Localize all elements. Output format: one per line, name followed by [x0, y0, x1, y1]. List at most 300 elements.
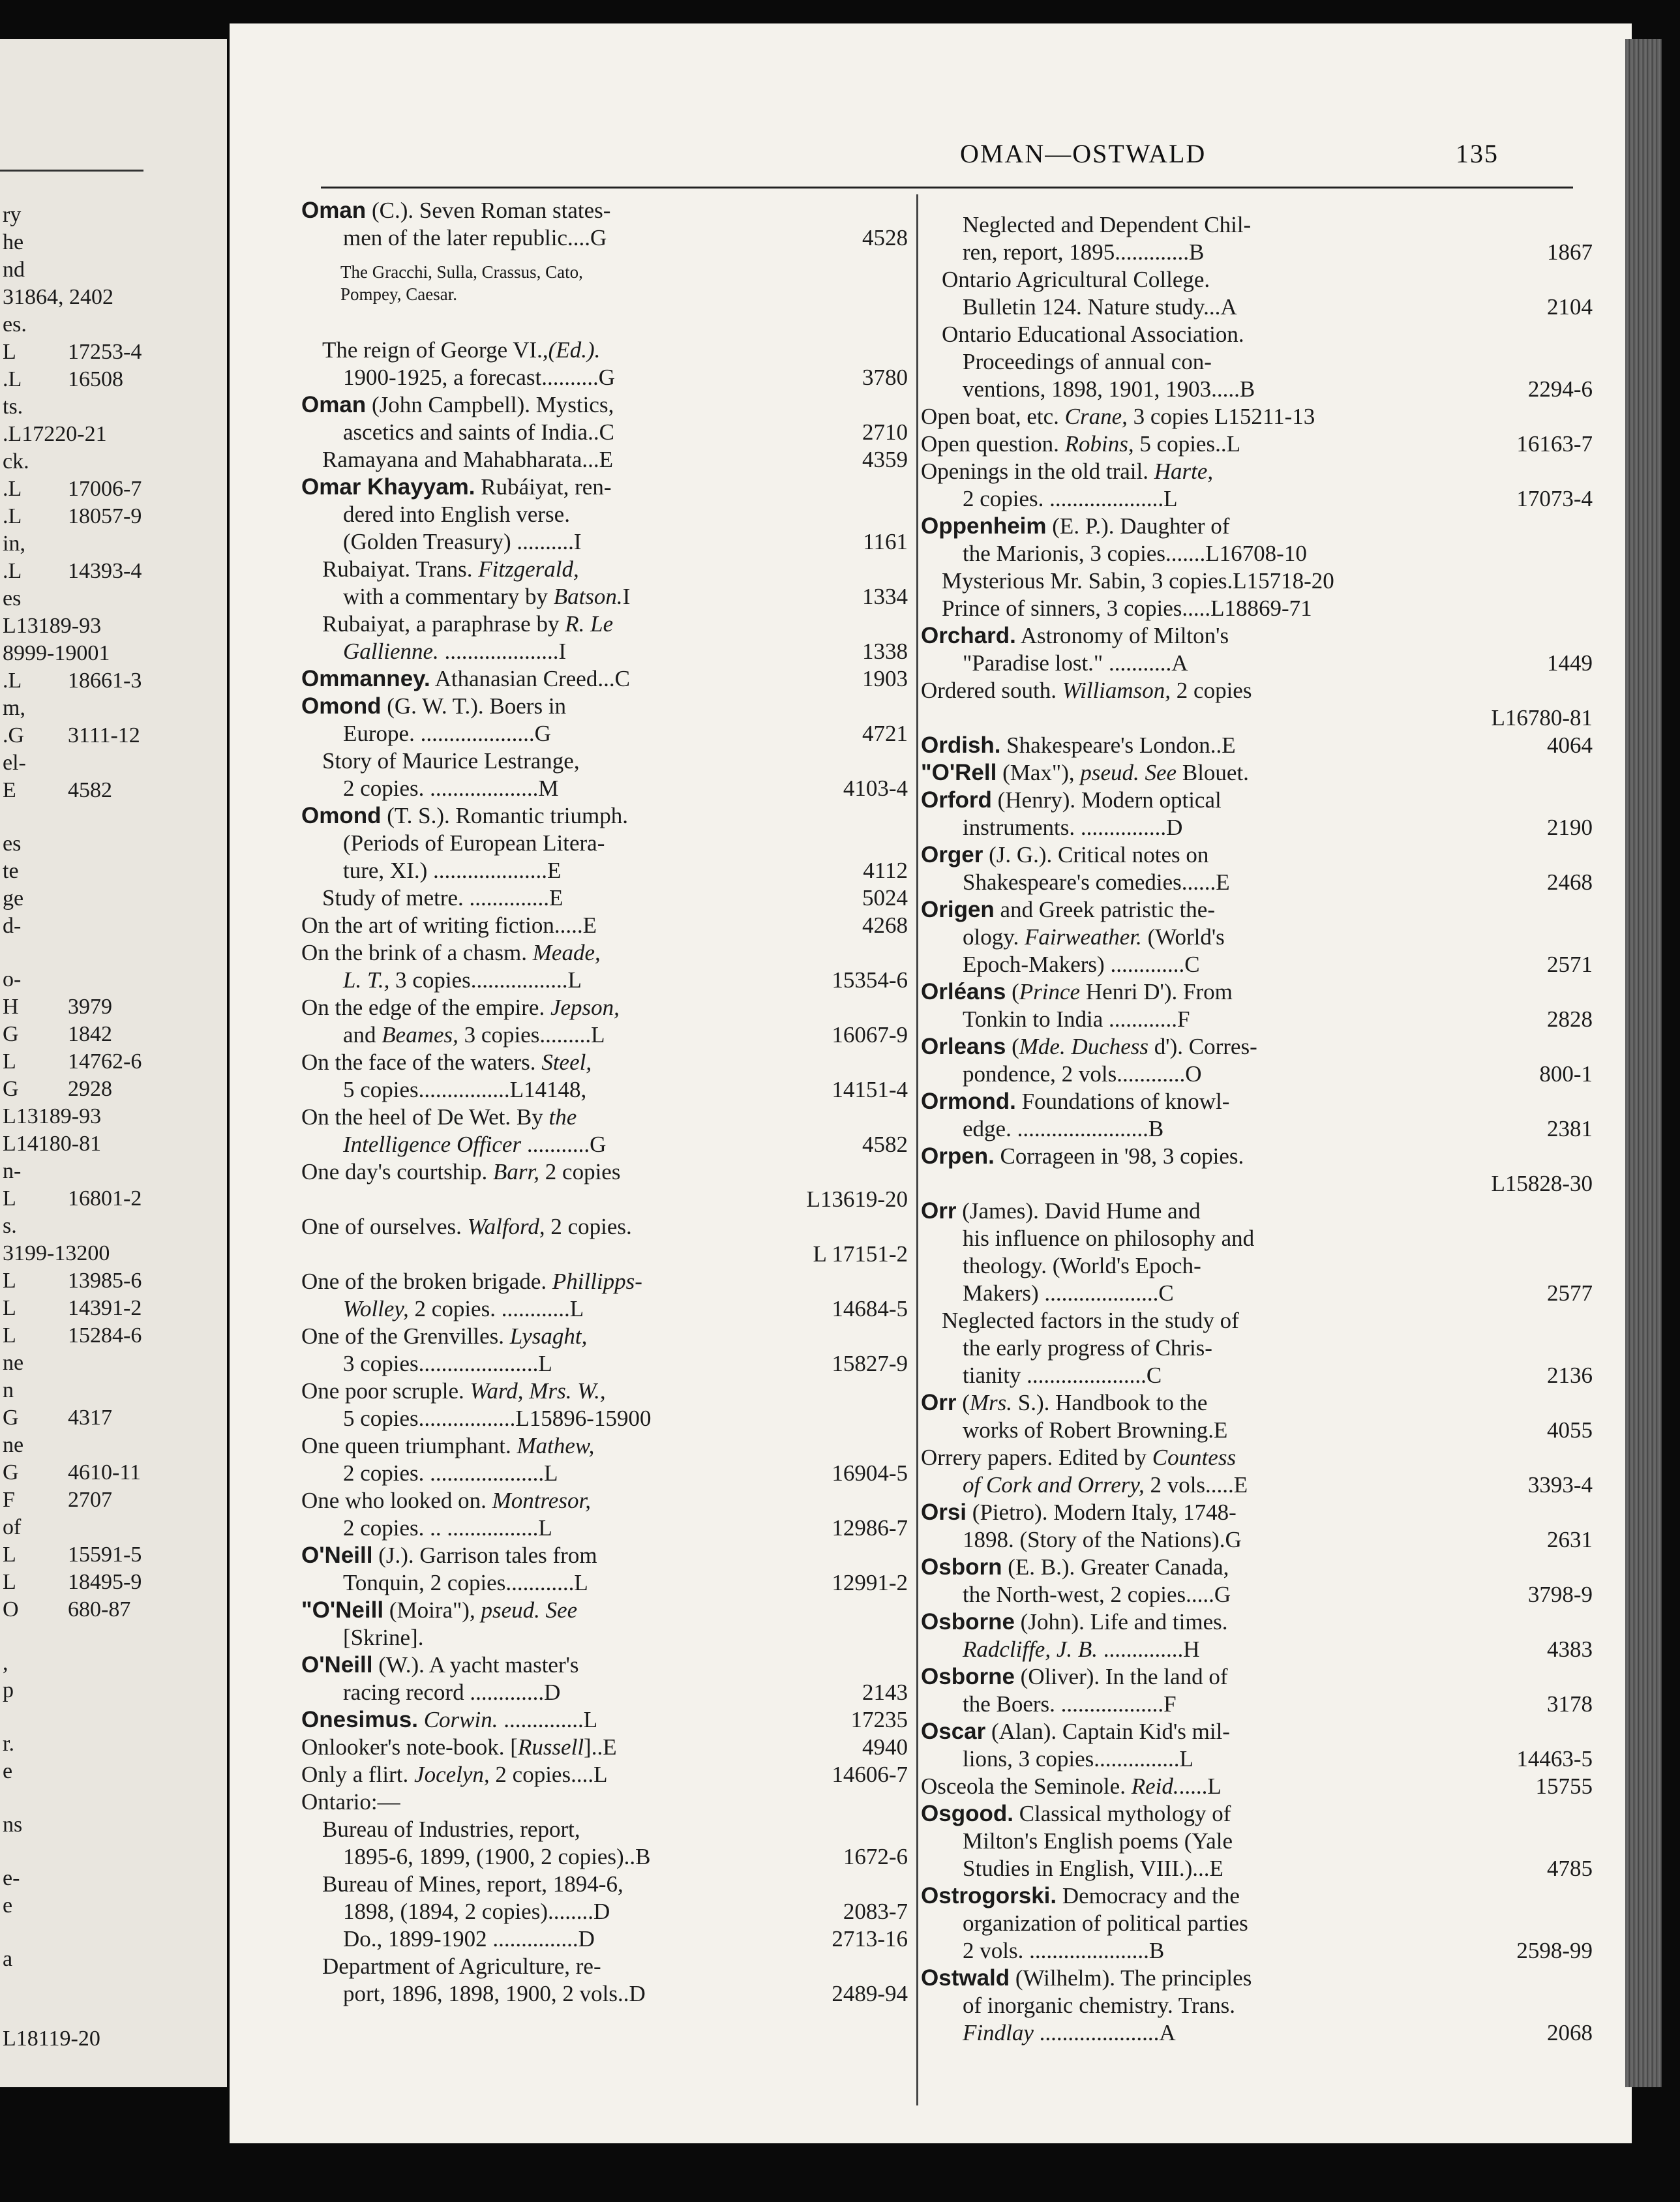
previous-page-text-fragment: [3, 1515, 219, 1541]
fragment-text: G: [3, 1460, 19, 1485]
fragment-text: L: [3, 1049, 16, 1074]
entry-heading: Orsi: [921, 1500, 967, 1525]
entry-text: [963, 540, 1307, 567]
entry-text: [921, 1088, 1229, 1115]
call-number: 3178: [1547, 1691, 1593, 1717]
catalog-entry: [921, 1718, 1593, 1773]
entry-heading: Oscar: [921, 1719, 986, 1744]
entry-line: [921, 1855, 1593, 1882]
fragment-text: ne: [3, 1433, 24, 1457]
entry-body: (T. S.). Romantic triumph.: [381, 803, 628, 828]
entry-line: [301, 967, 908, 994]
entry-text: [343, 1460, 558, 1487]
entry-text: [921, 1663, 1227, 1691]
entry-body: Prince of sinners, 3 copies.....L18869-71: [942, 596, 1312, 621]
catalog-entry: [301, 1158, 908, 1213]
entry-body: (John Campbell). Mystics,: [366, 392, 614, 417]
fragment-text: G: [3, 1406, 19, 1430]
catalog-entry: [921, 513, 1593, 567]
call-number: 4268: [862, 912, 908, 938]
entry-body: Studies in English, VIII.)...E: [963, 1856, 1223, 1881]
entry-text: [921, 841, 1208, 869]
entry-body: 3 copies.........L: [458, 1022, 605, 1048]
fragment-text: of: [3, 1515, 22, 1539]
entry-text: [921, 759, 1249, 787]
entry-body: On the brink of a chasm.: [301, 940, 533, 965]
entry-body: (G. W. T.). Boers in: [381, 693, 567, 719]
call-number: 16163-7: [1516, 431, 1593, 457]
entry-body: with a commentary by: [343, 584, 554, 609]
entry-line: [301, 391, 908, 419]
call-number: 17073-4: [1516, 486, 1593, 511]
entry-line: [301, 419, 908, 446]
previous-page-text-fragment: [3, 613, 219, 639]
entry-text: [301, 1788, 400, 1816]
call-number: 2143: [862, 1680, 908, 1705]
entry-text: [963, 869, 1230, 896]
entry-line: [301, 1761, 908, 1788]
entry-italic: Fitzgerald,: [478, 556, 579, 582]
entry-body: Osceola the Seminole.: [921, 1773, 1132, 1799]
entry-text: [301, 1104, 577, 1131]
catalog-entry: [921, 978, 1593, 1033]
previous-page-text-fragment: [3, 886, 219, 912]
entry-heading: Osborne: [921, 1609, 1015, 1635]
entry-italic: pseud. See: [481, 1597, 578, 1623]
fragment-number: 15591-5: [68, 1543, 142, 1567]
fragment-text: L: [3, 1323, 16, 1348]
fragment-text: ns: [3, 1813, 23, 1837]
entry-body: Bureau of Industries, report,: [322, 1817, 580, 1842]
entry-text: [343, 364, 615, 391]
entry-line: [921, 1992, 1593, 2019]
fragment-number: 18661-3: [68, 669, 142, 693]
entry-heading: Orpen.: [921, 1143, 995, 1169]
previous-page-text-fragment: [3, 1295, 219, 1321]
entry-spacer: [301, 310, 908, 337]
entry-body: pondence, 2 vols............O: [963, 1061, 1202, 1087]
entry-body: (J.). Garrison tales from: [372, 1543, 597, 1568]
previous-page-text-fragment: [3, 1350, 219, 1376]
entry-line: [301, 1542, 908, 1569]
catalog-entry: [921, 896, 1593, 978]
entry-body: ascetics and saints of India..C: [343, 419, 615, 445]
entry-line: [301, 197, 908, 224]
entry-heading: Onesimus.: [301, 1707, 418, 1732]
entry-text: [963, 1280, 1174, 1307]
catalog-entry: [921, 1033, 1593, 1088]
fragment-text: 3199-13200: [3, 1241, 110, 1265]
previous-page-text-fragment: [3, 1104, 219, 1130]
entry-body: (: [1006, 979, 1019, 1004]
entry-line: [301, 364, 908, 391]
entry-body: One of the Grenvilles.: [301, 1323, 510, 1349]
entry-text: [301, 693, 566, 720]
entry-text: [963, 650, 1188, 677]
entry-line: [301, 1679, 908, 1706]
entry-line: [921, 1252, 1593, 1280]
entry-text: [942, 595, 1312, 622]
entry-line: [301, 747, 908, 775]
entry-text: [301, 1213, 632, 1241]
entry-line: [301, 474, 908, 501]
entry-body: One poor scruple.: [301, 1378, 470, 1404]
entry-text: [301, 1734, 617, 1761]
entry-line: [921, 430, 1593, 458]
previous-page-text-fragment: [3, 1268, 219, 1294]
entry-body: Rubáiyat, ren-: [475, 474, 612, 500]
entry-body: Corrageen in '98, 3 copies.: [994, 1143, 1244, 1169]
fragment-text: n-: [3, 1159, 22, 1183]
entry-italic: Williamson,: [1062, 678, 1171, 703]
call-number: 4785: [1547, 1856, 1593, 1881]
entry-line: [921, 403, 1593, 430]
entry-body: d'). Corres-: [1148, 1034, 1257, 1059]
entry-heading: Osborne: [921, 1664, 1015, 1689]
entry-body: Onlooker's note-book. [: [301, 1734, 518, 1760]
entry-heading: Orr: [921, 1390, 957, 1415]
entry-body: theology. (World's Epoch-: [963, 1253, 1201, 1278]
entry-heading: Orger: [921, 842, 983, 867]
entry-text: [301, 1542, 597, 1569]
call-number: 2631: [1547, 1527, 1593, 1552]
entry-heading: Ormond.: [921, 1089, 1016, 1114]
column-divider: [916, 194, 918, 2105]
entry-line: [921, 1061, 1593, 1088]
entry-line: [301, 1487, 908, 1515]
header-rule: [321, 187, 1573, 189]
entry-body: (Henry). Modern optical: [991, 787, 1222, 813]
entry-body: Only a flirt.: [301, 1762, 415, 1787]
entry-line: [921, 978, 1593, 1006]
fragment-text: ts.: [3, 395, 23, 419]
entry-line: [301, 720, 908, 747]
entry-body: ren, report, 1895.............B: [963, 239, 1205, 265]
entry-body: 2 copies. ............L: [408, 1296, 584, 1321]
right-column: [921, 211, 1593, 2047]
entry-body: the early progress of Chris-: [963, 1335, 1212, 1361]
call-number: 2294-6: [1527, 376, 1593, 402]
entry-body: "Paradise lost." ...........A: [963, 650, 1188, 676]
entry-italic: Montresor,: [492, 1488, 591, 1513]
entry-heading: Ostwald: [921, 1965, 1010, 1991]
entry-text: [921, 732, 1236, 759]
fragment-text: G: [3, 1022, 19, 1046]
entry-text: [343, 1131, 606, 1158]
entry-italic: Countess: [1152, 1445, 1237, 1470]
entry-italic: L. T.,: [343, 967, 390, 993]
call-number: 4112: [863, 858, 908, 883]
entry-body: (Moira"),: [383, 1597, 481, 1623]
entry-text: [301, 1597, 577, 1624]
entry-body: the Boers. ..................F: [963, 1691, 1177, 1717]
previous-page-text-fragment: [3, 831, 219, 857]
entry-text: [963, 1225, 1254, 1252]
fragment-text: .L17220-21: [3, 422, 107, 446]
catalog-entry: [921, 1773, 1593, 1800]
entry-body: (Periods of European Litera-: [343, 830, 605, 856]
entry-line: [301, 1816, 908, 1843]
entry-text: [963, 1636, 1200, 1663]
entry-line: [921, 1088, 1593, 1115]
entry-body: Ontario Educational Association.: [942, 322, 1244, 347]
entry-text: [322, 884, 563, 912]
call-number: 800-1: [1539, 1061, 1593, 1087]
entry-line: [301, 1021, 908, 1049]
call-number: 2489-94: [832, 1981, 908, 2006]
previous-page-text-fragment: [3, 1323, 219, 1349]
fragment-text: ck.: [3, 449, 29, 474]
entry-text: [301, 1049, 592, 1076]
catalog-entry: [301, 1871, 908, 1925]
fragment-text: L: [3, 1570, 16, 1594]
entry-body: organization of political parties: [963, 1910, 1248, 1936]
fragment-text: F: [3, 1488, 15, 1512]
call-number: 2136: [1547, 1363, 1593, 1388]
entry-text: [921, 403, 1315, 430]
entry-italic: Prince: [1019, 979, 1081, 1004]
entry-text: [921, 1882, 1240, 1910]
entry-heading: O'Neill: [301, 1543, 373, 1568]
catalog-entry: [921, 321, 1593, 403]
entry-body: Foundations of knowl-: [1015, 1089, 1230, 1114]
entry-text: [343, 775, 559, 802]
entry-text: [343, 830, 605, 857]
entry-line: [921, 1663, 1593, 1691]
fragment-text: L: [3, 340, 16, 364]
previous-page-text-fragment: [3, 257, 219, 283]
fragment-number: 4317: [68, 1406, 112, 1430]
entry-body: (John). Life and times.: [1014, 1609, 1228, 1635]
entry-heading: Orchard.: [921, 623, 1016, 648]
entry-text: [942, 567, 1334, 595]
entry-body: 5 copies..L: [1133, 431, 1240, 457]
fragment-text: L: [3, 1186, 16, 1211]
catalog-entry: [921, 1800, 1593, 1882]
entry-text: [963, 294, 1237, 321]
entry-text: [343, 501, 570, 528]
entry-line: [301, 638, 908, 665]
entry-line: [921, 595, 1593, 622]
entry-line: [301, 1624, 908, 1652]
entry-line: [921, 1033, 1593, 1061]
entry-body: (Wilhelm). The principles: [1010, 1965, 1252, 1991]
entry-body: 1898, (1894, 2 copies)........D: [343, 1899, 610, 1924]
previous-page-text-fragment: [3, 668, 219, 694]
entry-text: [963, 1992, 1235, 2019]
catalog-entry: [921, 1088, 1593, 1143]
entry-text: [343, 419, 614, 446]
call-number: 14463-5: [1516, 1746, 1593, 1772]
left-column: [301, 197, 908, 2008]
fragment-number: 14391-2: [68, 1296, 142, 1320]
entry-line: [921, 321, 1593, 348]
entry-text: [921, 1554, 1229, 1581]
previous-page-text-fragment: [3, 1076, 219, 1102]
entry-line: [921, 1526, 1593, 1554]
entry-body: Story of Maurice Lestrange,: [322, 748, 580, 774]
call-number: 2828: [1547, 1006, 1593, 1032]
entry-text: [322, 337, 600, 364]
entry-heading: Orléans: [921, 979, 1006, 1004]
entry-text: [343, 1515, 552, 1542]
entry-line: [921, 787, 1593, 814]
entry-line: [301, 1953, 908, 1980]
entry-body: works of Robert Browning.E: [963, 1417, 1228, 1443]
call-number: L15828-30: [1491, 1171, 1593, 1196]
entry-line: [301, 446, 908, 474]
previous-page-text-fragment: [3, 994, 219, 1020]
entry-body: Classical mythology of: [1013, 1801, 1231, 1826]
entry-body: (Pietro). Modern Italy, 1748-: [967, 1500, 1237, 1525]
entry-body: Milton's English poems (Yale: [963, 1828, 1233, 1854]
page-number: 135: [1456, 139, 1499, 168]
entry-body: ventions, 1898, 1901, 1903.....B: [963, 376, 1255, 402]
entry-body: Epoch-Makers) .............C: [963, 952, 1200, 977]
fragment-text: ne: [3, 1351, 24, 1375]
fragment-text: L13189-93: [3, 614, 102, 638]
previous-page-text-fragment: [3, 723, 219, 749]
entry-body: of inorganic chemistry. Trans.: [963, 1993, 1236, 2018]
entry-heading: Orr: [921, 1198, 957, 1224]
entry-italic: Mathew,: [517, 1433, 595, 1458]
entry-line: [921, 1608, 1593, 1636]
entry-line: [921, 951, 1593, 978]
entry-heading: Oman: [301, 392, 367, 417]
entry-line: [301, 1268, 908, 1295]
fragment-text: d-: [3, 914, 22, 938]
previous-page-text-fragment: [3, 367, 219, 393]
call-number: 2104: [1547, 294, 1593, 320]
entry-body: (C.). Seven Roman states-: [366, 198, 611, 223]
entry-body: Europe. ....................G: [343, 721, 551, 746]
catalog-entry: [921, 430, 1593, 458]
previous-page-text-fragment: [3, 967, 219, 993]
fragment-number: 18057-9: [68, 504, 142, 528]
entry-body: Ordered south.: [921, 678, 1062, 703]
entry-body: 2 copies: [539, 1159, 621, 1184]
entry-text: [963, 951, 1200, 978]
entry-text: [963, 1362, 1162, 1389]
call-number: 4721: [862, 721, 908, 746]
entry-text: [921, 787, 1222, 814]
entry-body: (James). David Hume and: [956, 1198, 1201, 1224]
call-number: 4055: [1547, 1417, 1593, 1443]
entry-line: [301, 1405, 908, 1432]
entry-line: [301, 1515, 908, 1542]
entry-body: Open boat, etc.: [921, 404, 1065, 429]
entry-body: Athanasian Creed...C: [430, 666, 630, 691]
fragment-text: 31864, 2402: [3, 285, 113, 309]
catalog-entry: [921, 403, 1593, 430]
fragment-text: H: [3, 995, 19, 1019]
catalog-entry: [301, 693, 908, 747]
entry-italic: Harte,: [1154, 459, 1214, 484]
fragment-text: el-: [3, 751, 26, 775]
entry-line: [921, 2019, 1593, 2047]
previous-page-text-fragment: [3, 1186, 219, 1212]
entry-body: Openings in the old trail.: [921, 459, 1154, 484]
entry-line: [921, 1718, 1593, 1745]
fragment-text: e: [3, 1893, 13, 1918]
entry-text: [963, 1526, 1242, 1554]
entry-body: One of the broken brigade.: [301, 1269, 552, 1294]
catalog-entry: [301, 884, 908, 912]
previous-page-fragment: [0, 39, 227, 2087]
fragment-number: 3979: [68, 995, 112, 1019]
entry-italic: Findlay: [963, 2020, 1034, 2045]
fragment-text: te: [3, 859, 19, 883]
call-number: 12986-7: [832, 1515, 908, 1541]
entry-text: [343, 1925, 595, 1953]
entry-line: [921, 1828, 1593, 1855]
entry-text: [343, 528, 582, 556]
entry-line: [301, 857, 908, 884]
catalog-entry: [921, 841, 1593, 896]
book-page-edges: [1625, 39, 1662, 2087]
entry-line: [301, 1104, 908, 1131]
fragment-text: nd: [3, 258, 25, 282]
entry-body: Rubaiyat, a paraphrase by: [322, 611, 565, 637]
catalog-entry: [301, 1761, 908, 1788]
entry-text: [322, 1816, 580, 1843]
entry-heading: Oppenheim: [921, 513, 1047, 539]
entry-italic: Meade,: [532, 940, 601, 965]
entry-body: 2 copies. ...................M: [343, 776, 559, 801]
call-number: 1334: [862, 584, 908, 609]
entry-body: men of the later republic....G: [343, 225, 607, 250]
call-number: 2468: [1547, 869, 1593, 895]
entry-body: (: [956, 1390, 970, 1415]
entry-line: [301, 501, 908, 528]
entry-line: [921, 704, 1593, 732]
entry-heading: Omar Khayyam.: [301, 474, 475, 500]
entry-line: [921, 896, 1593, 924]
entry-text: [963, 1937, 1164, 1965]
entry-text: [322, 446, 613, 474]
entry-text: [963, 1828, 1233, 1855]
entry-body: Democracy and the: [1057, 1883, 1240, 1908]
call-number: 4064: [1547, 732, 1593, 758]
entry-text: [301, 1158, 620, 1186]
entry-line: [301, 693, 908, 720]
catalog-entry: [921, 266, 1593, 321]
entry-body: ology.: [963, 924, 1025, 950]
entry-text: [921, 1389, 1207, 1417]
entry-body: .....................A: [1033, 2020, 1176, 2045]
fragment-text: L14180-81: [3, 1132, 102, 1156]
entry-line: [301, 1241, 908, 1268]
entry-body: Shakespeare's London..E: [1000, 732, 1236, 758]
entry-body: Ontario Agricultural College.: [942, 267, 1210, 292]
entry-body: 1898. (Story of the Nations).G: [963, 1527, 1242, 1552]
entry-text: [301, 802, 628, 830]
entry-body: Makers) ....................C: [963, 1280, 1174, 1306]
entry-text: [301, 1652, 579, 1679]
entry-line: [301, 1186, 908, 1213]
call-number: L 17151-2: [813, 1241, 908, 1267]
catalog-entry: [921, 1882, 1593, 1965]
previous-page-text-fragment: [3, 858, 219, 884]
entry-text: [963, 376, 1255, 403]
fragment-number: 14762-6: [68, 1049, 142, 1074]
fragment-text: ry: [3, 203, 22, 227]
catalog-page: [230, 23, 1632, 2143]
entry-line: [301, 665, 908, 693]
previous-page-text-fragment: [3, 1569, 219, 1595]
entry-line: [921, 1335, 1593, 1362]
call-number: 2190: [1547, 815, 1593, 840]
